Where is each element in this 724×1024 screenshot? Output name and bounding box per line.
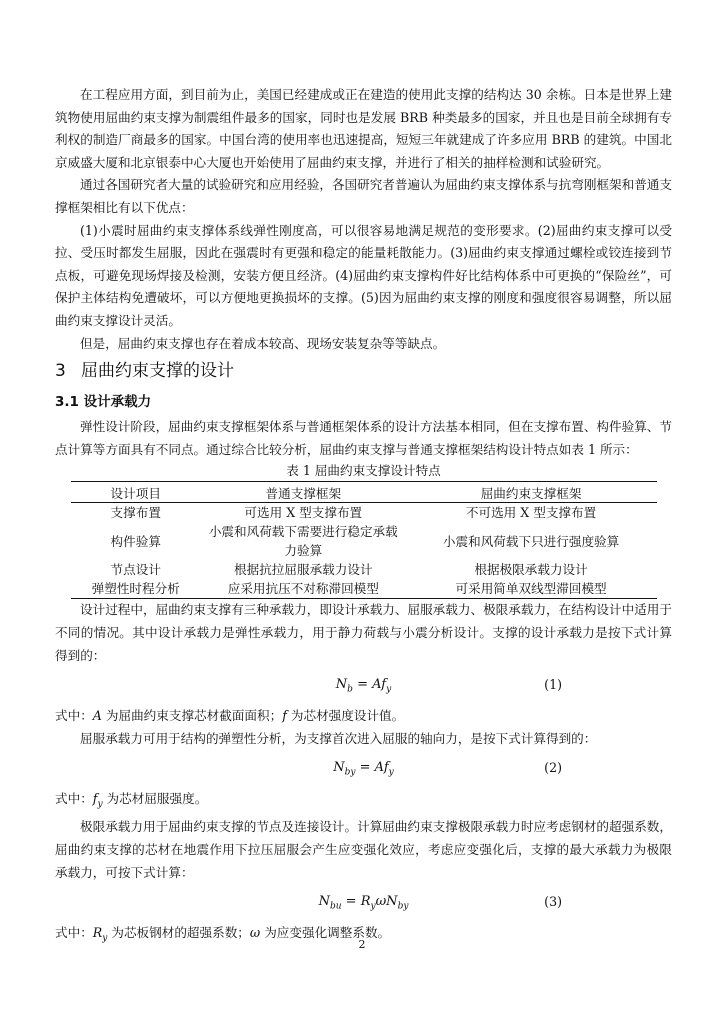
subsection-title: 设计承载力 (83, 394, 152, 411)
table-header-cell: 普通支撑框架 (201, 482, 406, 503)
paragraph: (1)小震时屈曲约束支撑体系线弹性刚度高，可以很容易地满足规范的变形要求。(2)屈曲约束支撑可以受拉、受压时都发生屈服，因此在强震时有更强和稳定的能量耗散能力。(3)屈曲约束支撑通过螺栓或铰连接到节点板，可避免现场焊接及检测，安装方便且经济。(4)屈曲约束支撑构件好比结构体系中可更换的“保险丝”，可保护主体结构免遭破坏，可以方便地更换损坏的支撑。(5)因为屈曲约束支撑的刚度和强度很容易调整，所以屈曲约束支撑设计灵活。 (55, 222, 672, 328)
equation-number: (3) (544, 894, 562, 910)
table-cell: 根据极限承载力设计 (474, 562, 588, 578)
equation-formula: $N_{by} = Af_y$ (333, 760, 394, 778)
equation-2 (55, 754, 672, 784)
table-caption: 表 1 屈曲约束支撑设计特点 (286, 463, 441, 479)
table-row (71, 522, 657, 560)
equation-1 (55, 671, 672, 701)
table-cell: 支撑布置 (110, 505, 161, 521)
table-row (71, 560, 657, 579)
table-cell: 可采用简单双线型滞回模型 (406, 579, 657, 599)
table-cell: 节点设计 (110, 562, 161, 578)
paragraph: 但是，屈曲约束支撑也存在着成本较高、现场安装复杂等等缺点。 (80, 335, 446, 351)
variable-definition: 式中：$f_y$ 为芯材屈服强度。 (55, 791, 208, 810)
variable-definition: 式中：A 为屈曲约束支撑芯材截面面积；f 为芯材强度设计值。 (55, 708, 405, 724)
paragraph: 在工程应用方面，到目前为止，美国已经建成或正在建造的使用此支撑的结构达 30 余栋。日本是世界上建筑物使用屈曲约束支撑为制震组件最多的国家，同时也是发展 BRB 种类最多的国家，并且也是目前全球拥有专利权的制造厂商最多的国家。中国台湾的使用率也迅速提高，短短三年就建成了许多应用 BRB 的建筑。中国北京威盛大厦和北京银泰中心大厦也开始使用了屈曲约束支撑，并进行了相关的抽样检测和试验研究。 (55, 87, 672, 170)
table-header-cell: 屈曲约束支撑框架 (406, 482, 657, 503)
table-cell: 小震和风荷载下只进行强度验算 (442, 533, 620, 549)
equation-formula: $N_{bu} = R_y\omega N_{by}$ (318, 894, 409, 912)
paragraph: 设计过程中，屈曲约束支撑有三种承载力，即设计承载力、屈服承载力、极限承载力，在结构设计中适用于不同的情况。其中设计承载力是弹性承载力，用于静力荷载与小震分析设计。支撑的设计承载力是按下式计算得到的： (55, 602, 672, 663)
table-header-row (71, 482, 657, 503)
design-features-table (71, 481, 657, 599)
section-title: 屈曲约束支撑的设计 (81, 361, 234, 382)
page-body (55, 84, 672, 950)
section-number: 3 (55, 361, 66, 382)
table-cell: 小震和风荷载下需要进行稳定承载力验算 (208, 524, 398, 559)
table-header-cell: 设计项目 (71, 482, 201, 503)
table-cell: 可选用 X 型支撑布置 (244, 505, 363, 521)
subsection-number: 3.1 (55, 394, 79, 411)
equation-formula: $N_b = Af_y$ (335, 677, 392, 695)
table-cell: 根据抗拉屈服承载力设计 (234, 562, 373, 578)
equation-number: (1) (544, 677, 562, 693)
table-row (71, 503, 657, 523)
table-row (71, 579, 657, 599)
equation-number: (2) (544, 760, 562, 776)
paragraph: 极限承载力用于屈曲约束支撑的节点及连接设计。计算屈曲约束支撑极限承载力时应考虑钢材的超强系数，屈曲约束支撑的芯材在地震作用下拉压屈服会产生应变强化效应，考虑应变强化后，支撑的最大承载力为极限承载力，可按下式计算： (55, 819, 672, 880)
subsection-heading (55, 392, 672, 412)
paragraph: 弹性设计阶段，屈曲约束支撑框架体系与普通框架体系的设计方法基本相同，但在支撑布置、构件验算、节点计算等方面具有不同点。通过综合比较分析，屈曲约束支撑与普通支撑框架结构设计特点如表 1 所示： (55, 419, 672, 457)
variable-definition: 式中：$R_y$ 为芯板钢材的超强系数；ω 为应变强化调整系数。 (55, 925, 391, 944)
paragraph: 通过各国研究者大量的试验研究和应用经验，各国研究者普遍认为屈曲约束支撑体系与抗弯刚框架和普通支撑框架相比有以下优点： (55, 177, 672, 215)
page-number: 2 (358, 938, 366, 951)
equation-3 (55, 888, 672, 918)
table-cell: 不可选用 X 型支撑布置 (465, 505, 597, 521)
table-cell: 构件验算 (110, 533, 161, 549)
paragraph: 屈服承载力可用于结构的弹塑性分析，为支撑首次进入屈服的轴向力，是按下式计算得到的： (80, 730, 597, 746)
table-cell: 应采用抗压不对称滞回模型 (201, 579, 406, 599)
table-cell: 弹塑性时程分析 (71, 579, 201, 599)
section-heading (55, 358, 672, 384)
